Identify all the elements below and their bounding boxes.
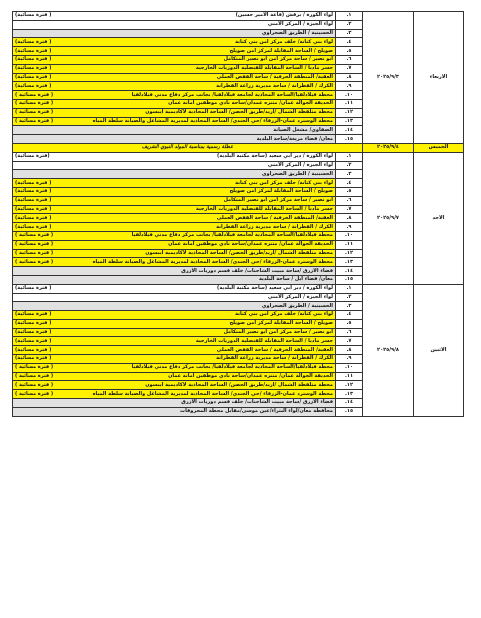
- shift-note: ( فترة مسائية ): [15, 373, 54, 380]
- location-text: محافظة معان/لواء البتراء/عين موسى/مقابل محطة المحروقات: [180, 408, 333, 415]
- location-text: لواء بني كنانة/ خلف مركز امن بني كنانة: [235, 38, 333, 45]
- row-number: .١١: [336, 372, 363, 381]
- location-cell: [13, 108, 336, 117]
- location-cell: [13, 196, 336, 205]
- row-number: .١٠: [336, 363, 363, 372]
- row-number: .١٣: [336, 258, 363, 267]
- location-text: الكرك / القطرانة / ساحة مديرية زراعة القطرانة: [216, 82, 333, 89]
- location-cell: [13, 363, 336, 372]
- shift-note: ( فترة مسائية ): [15, 100, 54, 107]
- row-number: .٧: [336, 64, 363, 73]
- location-cell: [13, 337, 336, 346]
- shift-note: ( فترة مسائية ): [15, 91, 54, 98]
- row-number: .١٤: [336, 267, 363, 276]
- location-cell: [13, 12, 336, 21]
- location-cell: [13, 135, 336, 144]
- location-text: محطة فيلادلفيا/الساحة المحاذية لجامعة فيلادلفيا/ بجانب مركز دفاع مدني فيلادلفيا: [131, 364, 333, 371]
- holiday-text: عطلة رسمية بمناسبة المولد النبوي الشريف: [13, 143, 363, 152]
- location-cell: [13, 284, 336, 293]
- row-number: .١٣: [336, 117, 363, 126]
- location-text: صويلح / الساحة المقابلة لمركز امن صويلح: [229, 320, 333, 327]
- row-number: .١٤: [336, 399, 363, 408]
- shift-note: ( فترة مسائية): [15, 73, 52, 80]
- shift-note: ( فترة مسائية): [15, 320, 52, 327]
- location-text: لواء الجيزة / المركز الأمني: [267, 21, 333, 28]
- shift-note: ( فترة مسائية ): [15, 390, 54, 397]
- row-number: .٨: [336, 346, 363, 355]
- location-text: محطة الوسترد عمان-الزرقاء /حي الجندي/ الساحة المحاذية لمديرية المشاغل والصيانة سلطة المياه: [92, 390, 333, 397]
- location-text: ابو نصير / ساحة مركز امن ابو نصير المتكامل: [223, 197, 333, 204]
- row-number: .١: [336, 284, 363, 293]
- location-cell: [13, 187, 336, 196]
- location-cell: [13, 346, 336, 355]
- shift-note: (فترة مسائية): [15, 153, 50, 160]
- day-cell: الاربعاء: [414, 12, 464, 144]
- location-text: صويلح / الساحة المقابلة لمركز امن صويلح: [229, 188, 333, 195]
- location-text: محطة متلقطة الشمال /اربد/طريق الحصن/ الساحة المحاذية لاكاديمية ايبسون: [145, 249, 333, 256]
- shift-note: ( فترة مسائية): [15, 214, 52, 221]
- location-cell: [13, 267, 336, 276]
- shift-note: ( فترة مسائية): [15, 205, 52, 212]
- shift-note: ( فترة مسائية): [15, 337, 52, 344]
- location-text: الكرك / القطرانة / ساحة مديرية زراعة القطرانة: [216, 223, 333, 230]
- location-text: الحديقة الجوالة عمان/ متنزه غمدان/ساحة نادي موظفين امانة عمان: [168, 100, 333, 107]
- location-cell: [13, 205, 336, 214]
- date-cell: ٢٠٢٥/٩/٣: [363, 12, 414, 144]
- location-text: محطة متلقطة الشمال /اربد/طريق الحصن/ الساحة المحاذية لاكاديمية ايبسون: [145, 109, 333, 116]
- location-cell: [13, 161, 336, 170]
- schedule-body: [13, 12, 464, 417]
- location-cell: [13, 38, 336, 47]
- location-cell: [13, 20, 336, 29]
- location-text: العقبة/ المنطقة الحرفية / ساحة القفص العملي: [216, 214, 333, 221]
- row-number: .١: [336, 152, 363, 161]
- shift-note: ( فترة مسائية ): [15, 241, 54, 248]
- row-number: .٥: [336, 319, 363, 328]
- shift-note: ( فترة مسائية): [15, 47, 52, 54]
- location-cell: [13, 319, 336, 328]
- location-text: جسر مادبا / الساحة المقابلة للقنصلية الدوريات الخارجية: [195, 337, 333, 344]
- location-cell: [13, 231, 336, 240]
- table-row: [13, 12, 464, 21]
- row-number: .١١: [336, 99, 363, 108]
- row-number: .٥: [336, 187, 363, 196]
- row-number: .٥: [336, 47, 363, 56]
- row-number: .٩: [336, 82, 363, 91]
- row-number: .١٥: [336, 407, 363, 416]
- location-cell: [13, 240, 336, 249]
- row-number: .٨: [336, 214, 363, 223]
- location-text: محطة فيلادلفيا/الساحة المحاذية لجامعة فيلادلفيا/ بجانب مركز دفاع مدني فيلادلفيا: [131, 232, 333, 239]
- location-text: جسر مادبا / الساحة المقابلة للقنصلية الدوريات الخارجية: [195, 205, 333, 212]
- shift-note: ( فترة مسائية): [15, 197, 52, 204]
- location-text: الحسينية / الطريق الصحراوي: [261, 29, 333, 36]
- location-text: الحسينية / الطريق الصحراوي: [261, 170, 333, 177]
- day-cell: الخميس: [414, 143, 464, 152]
- row-number: .٩: [336, 223, 363, 232]
- location-cell: [13, 214, 336, 223]
- location-text: ابو نصير / ساحة مركز امن ابو نصير المتكامل: [223, 329, 333, 336]
- row-number: .٤: [336, 179, 363, 188]
- location-text: لواء الكورة / برقش (قاعة الامير حسين): [235, 12, 333, 19]
- location-text: لواء بني كنانة/ خلف مركز امن بني كنانة: [235, 179, 333, 186]
- location-text: لواء الكورة / دير ابي سعيد (ساحة مكتبة البلدية): [217, 285, 333, 292]
- location-cell: [13, 82, 336, 91]
- location-cell: [13, 302, 336, 311]
- location-cell: [13, 407, 336, 416]
- row-number: .١١: [336, 240, 363, 249]
- row-number: .١٢: [336, 108, 363, 117]
- shift-note: ( فترة مسائية): [15, 346, 52, 353]
- location-cell: [13, 126, 336, 135]
- location-text: لواء بني كنانة/ خلف مركز امن بني كنانة: [235, 311, 333, 318]
- location-cell: [13, 55, 336, 64]
- day-cell: الاثنين: [414, 284, 464, 416]
- location-text: الحسينية / الطريق الصحراوي: [261, 302, 333, 309]
- shift-note: ( فترة مسائية): [15, 311, 52, 318]
- row-number: .١٤: [336, 126, 363, 135]
- location-text: الحديقة الجوالة عمان/ متنزه غمدان/ساحة نادي موظفين امانة عمان: [168, 241, 333, 248]
- location-text: لواء الكورة / دير ابي سعيد (ساحة مكتبة البلدية): [217, 153, 333, 160]
- location-text: العقبة/ المنطقة الحرفية / ساحة القفص العملي: [216, 346, 333, 353]
- shift-note: ( فترة مسائية): [15, 38, 52, 45]
- shift-note: ( فترة مسائية): [15, 56, 52, 63]
- location-cell: [13, 328, 336, 337]
- location-text: محطة الوسترد عمان-الزرقاء /حي الجندي/ الساحة المحاذية لمديرية المشاغل والصيانة سلطة المياه: [92, 258, 333, 265]
- location-cell: [13, 64, 336, 73]
- row-number: .٧: [336, 205, 363, 214]
- row-number: .١٢: [336, 381, 363, 390]
- row-number: .٤: [336, 38, 363, 47]
- location-text: الصفاوي/ مشغل الصيانة: [273, 126, 333, 133]
- location-cell: [13, 179, 336, 188]
- location-text: صويلح / الساحة المقابلة لمركز امن صويلح: [229, 47, 333, 54]
- location-text: قضاء الازرق /ساحة مبيت الشاحنات/ خلف قسم دوريات الازرق: [181, 267, 333, 274]
- shift-note: ( فترة مسائية ): [15, 364, 54, 371]
- row-number: .١٥: [336, 275, 363, 284]
- shift-note: ( فترة مسائية): [15, 179, 52, 186]
- shift-note: ( فترة مسائية ): [15, 258, 54, 265]
- row-number: .٣: [336, 170, 363, 179]
- location-cell: [13, 275, 336, 284]
- shift-note: ( فترة مسائية): [15, 329, 52, 336]
- row-number: .١٠: [336, 231, 363, 240]
- row-number: .٦: [336, 55, 363, 64]
- table-row: [13, 152, 464, 161]
- location-cell: [13, 372, 336, 381]
- location-text: ابو نصير / ساحة مركز امن ابو نصير المتكامل: [223, 56, 333, 63]
- row-number: .١٥: [336, 135, 363, 144]
- row-number: .٣: [336, 302, 363, 311]
- location-text: لواء الجيزة / المركز الأمني: [267, 293, 333, 300]
- location-text: الحديقة الجوالة عمان/ متنزه غمدان/ساحة نادي موظفين امانة عمان: [168, 373, 333, 380]
- row-number: .٧: [336, 337, 363, 346]
- location-cell: [13, 399, 336, 408]
- location-text: قضاء الازرق /ساحة مبيت الشاحنات/ خلف قسم دوريات الازرق: [181, 399, 333, 406]
- row-number: .٣: [336, 29, 363, 38]
- location-cell: [13, 73, 336, 82]
- date-cell: ٢٠٢٥/٩/٨: [363, 284, 414, 416]
- shift-note: ( فترة مسائية): [15, 65, 52, 72]
- shift-note: ( فترة مسائية ): [15, 117, 54, 124]
- location-cell: [13, 152, 336, 161]
- date-cell: ٢٠٢٥/٩/٧: [363, 152, 414, 284]
- row-number: .١٣: [336, 390, 363, 399]
- row-number: .٨: [336, 73, 363, 82]
- location-cell: [13, 293, 336, 302]
- location-cell: [13, 390, 336, 399]
- row-number: .٢: [336, 293, 363, 302]
- location-cell: [13, 170, 336, 179]
- shift-note: ( فترة مسائية): [15, 188, 52, 195]
- location-cell: [13, 381, 336, 390]
- day-cell: الاحد: [414, 152, 464, 284]
- row-number: .٩: [336, 355, 363, 364]
- location-text: محطة الوسترد عمان-الزرقاء /حي الجندي/ الساحة المحاذية لمديرية المشاغل والصيانة سلطة المياه: [92, 117, 333, 124]
- table-row: [13, 284, 464, 293]
- location-cell: [13, 355, 336, 364]
- location-text: الكرك / القطرانة / ساحة مديرية زراعة القطرانة: [216, 355, 333, 362]
- location-cell: [13, 29, 336, 38]
- location-cell: [13, 249, 336, 258]
- location-text: محطة متلقطة الشمال /اربد/طريق الحصن/ الساحة المحاذية لاكاديمية ايبسون: [145, 381, 333, 388]
- row-number: .٦: [336, 196, 363, 205]
- shift-note: ( فترة مسائية ): [15, 381, 54, 388]
- row-number: .١: [336, 12, 363, 21]
- location-text: محطة فيلادلفيا/الساحة المحاذية لجامعة فيلادلفيا/ بجانب مركز دفاع مدني فيلادلفيا: [131, 91, 333, 98]
- location-cell: [13, 223, 336, 232]
- location-cell: [13, 91, 336, 100]
- shift-note: ( فترة مسائية): [15, 12, 52, 19]
- location-cell: [13, 99, 336, 108]
- shift-note: ( فترة مسائية ): [15, 109, 54, 116]
- holiday-row: [13, 143, 464, 152]
- shift-note: ( فترة مسائية): [15, 223, 52, 230]
- location-text: لواء الجيزة / المركز الأمني: [267, 161, 333, 168]
- shift-note: ( فترة مسائية ): [15, 249, 54, 256]
- shift-note: ( فترة مسائية): [15, 355, 52, 362]
- schedule-table: [12, 11, 464, 417]
- location-cell: [13, 117, 336, 126]
- row-number: .٢: [336, 20, 363, 29]
- location-text: العقبة/ المنطقة الحرفية / ساحة القفص العملي: [216, 73, 333, 80]
- row-number: .٦: [336, 328, 363, 337]
- shift-note: ( فترة مسائية ): [15, 232, 54, 239]
- location-text: معان/ قضاء ايل / ساحة البلدية: [258, 276, 333, 283]
- location-text: معان/ قضاء مريغة/ساحة البلدية: [256, 135, 333, 142]
- date-cell: ٢٠٢٥/٩/٤: [363, 143, 414, 152]
- row-number: .٢: [336, 161, 363, 170]
- location-cell: [13, 258, 336, 267]
- location-text: جسر مادبا / الساحة المقابلة للقنصلية الدوريات الخارجية: [195, 65, 333, 72]
- shift-note: ( فترة مسائية): [15, 82, 52, 89]
- shift-note: ( فترة مسائية): [15, 285, 52, 292]
- location-cell: [13, 311, 336, 320]
- row-number: .١٠: [336, 91, 363, 100]
- location-cell: [13, 47, 336, 56]
- row-number: .٤: [336, 311, 363, 320]
- row-number: .١٢: [336, 249, 363, 258]
